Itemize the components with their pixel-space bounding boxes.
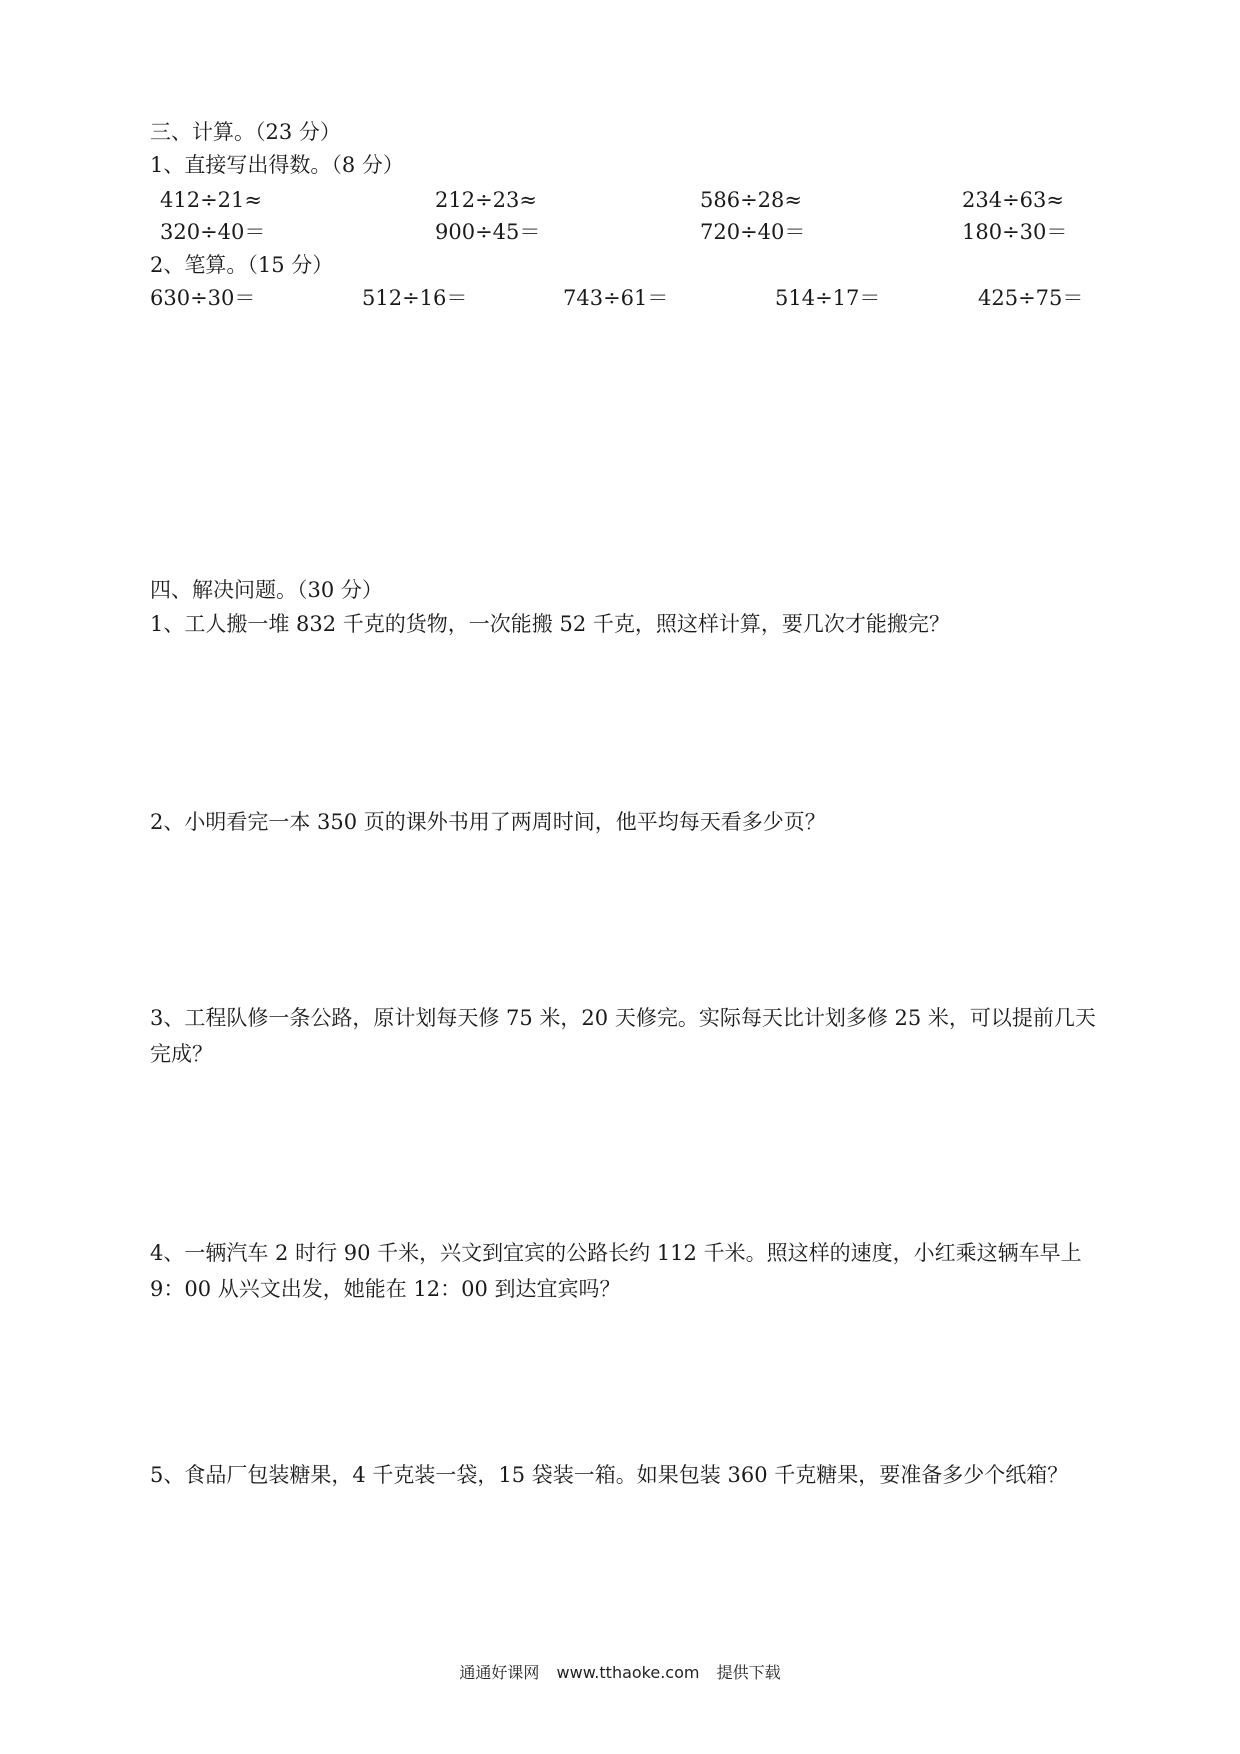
written-calc-item: 743÷61＝ <box>563 286 669 310</box>
word-problem-1 <box>150 606 1100 642</box>
section3-title: 三、计算。（23 分） <box>150 120 341 144</box>
footer-url[interactable]: www.tthaoke.com <box>556 1663 700 1682</box>
section4-title: 四、解决问题。（30 分） <box>150 578 383 602</box>
oral-calc-item: 234÷63≈ <box>962 188 1064 212</box>
word-problem-text: 3、工程队修一条公路，原计划每天修 75 米，20 天修完。实际每天比计划多修 25 米，可以提前几天完成？ <box>150 1006 1096 1066</box>
word-problem-text: 5、食品厂包装糖果，4 千克装一袋，15 袋装一箱。如果包装 360 千克糖果，要准备多少个纸箱？ <box>150 1463 1069 1487</box>
oral-calc-item: 900÷45＝ <box>435 220 541 244</box>
word-problem-3 <box>150 1000 1100 1072</box>
written-calc-item: 425÷75＝ <box>978 286 1084 310</box>
word-problem-text: 4、一辆汽车 2 时行 90 千米，兴文到宜宾的公路长约 112 千米。照这样的速度，小红乘这辆车早上 9：00 从兴文出发，她能在 12：00 到达宜宾吗？ <box>150 1241 1082 1301</box>
part1-title: 1、直接写出得数。（8 分） <box>150 153 404 177</box>
oral-calc-item: 212÷23≈ <box>435 188 537 212</box>
word-problem-text: 2、小明看完一本 350 页的课外书用了两周时间，他平均每天看多少页？ <box>150 810 826 834</box>
word-problem-text: 1、工人搬一堆 832 千克的货物，一次能搬 52 千克，照这样计算，要几次才能搬完？ <box>150 612 950 636</box>
oral-calc-item: 320÷40＝ <box>160 220 266 244</box>
page-footer <box>0 1660 1240 1683</box>
footer-suffix: 提供下载 <box>716 1663 781 1682</box>
part2-title: 2、笔算。（15 分） <box>150 253 334 277</box>
word-problem-5 <box>150 1457 1100 1493</box>
written-calc-item: 630÷30＝ <box>150 286 256 310</box>
word-problem-4 <box>150 1235 1100 1307</box>
word-problem-2 <box>150 804 1100 840</box>
oral-calc-item: 412÷21≈ <box>160 188 262 212</box>
oral-calc-item: 720÷40＝ <box>700 220 806 244</box>
written-calc-item: 512÷16＝ <box>362 286 468 310</box>
written-calc-item: 514÷17＝ <box>775 286 881 310</box>
oral-calc-item: 180÷30＝ <box>962 220 1068 244</box>
oral-calc-item: 586÷28≈ <box>700 188 802 212</box>
footer-site-name: 通通好课网 <box>459 1663 540 1682</box>
